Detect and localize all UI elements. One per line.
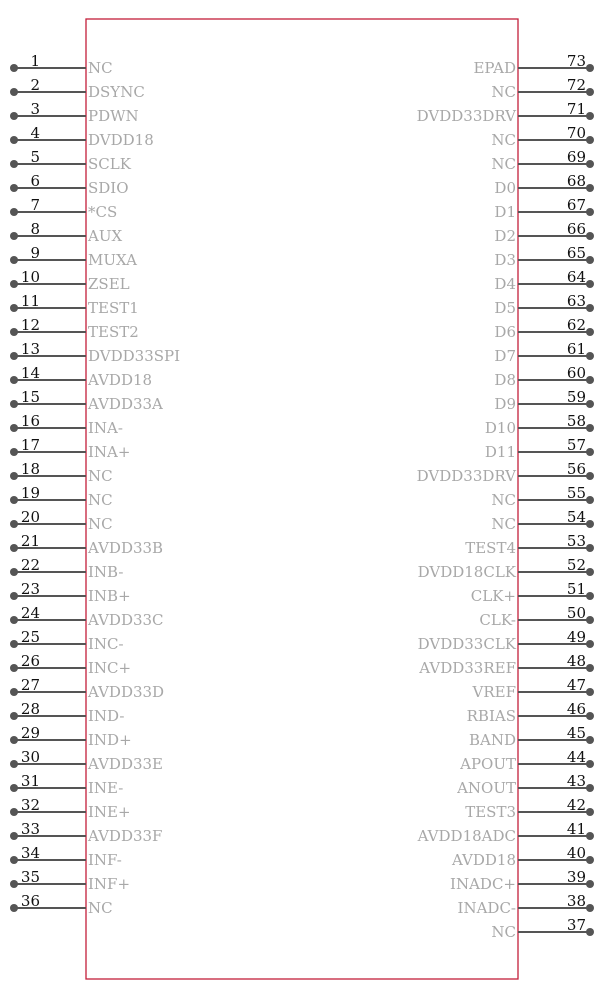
pin-endpoint	[10, 880, 18, 888]
pin-number: 45	[566, 724, 586, 742]
pin-number: 26	[20, 652, 40, 670]
pin-endpoint	[586, 736, 594, 744]
pin-number: 56	[566, 460, 586, 478]
pin-left	[10, 556, 123, 581]
pin-number: 4	[30, 124, 40, 142]
pin-name: D1	[494, 203, 516, 221]
pin-endpoint	[586, 520, 594, 528]
pin-left	[10, 268, 130, 293]
pin-endpoint	[586, 664, 594, 672]
pin-right	[451, 844, 594, 869]
pin-name: RBIAS	[466, 707, 516, 725]
pin-name: AVDD33B	[88, 539, 164, 557]
pin-name: INB-	[88, 563, 124, 581]
pin-right	[494, 244, 594, 269]
pin-number: 50	[566, 604, 586, 622]
pin-number: 27	[20, 676, 40, 694]
pin-endpoint	[10, 712, 18, 720]
pin-left	[10, 484, 113, 509]
pin-endpoint	[10, 280, 18, 288]
pin-name: DVDD33DRV	[416, 467, 516, 485]
pin-left	[10, 772, 123, 797]
pin-name: AVDD33D	[88, 683, 165, 701]
pin-number: 54	[566, 508, 586, 526]
pin-number: 43	[566, 772, 586, 790]
pin-left	[10, 604, 164, 629]
pin-name: IND-	[88, 707, 125, 725]
pin-number: 22	[20, 556, 40, 574]
pin-name: AUX	[88, 227, 123, 245]
pin-name: TEST1	[88, 299, 139, 317]
pin-name: BAND	[468, 731, 516, 749]
pin-number: 66	[566, 220, 586, 238]
pin-left	[10, 52, 113, 77]
pin-number: 3	[30, 100, 40, 118]
pin-endpoint	[586, 184, 594, 192]
pin-number: 7	[30, 196, 40, 214]
pin-number: 64	[566, 268, 586, 286]
pin-name: CLK-	[479, 611, 516, 629]
pin-name: INADC+	[450, 875, 516, 893]
pin-right	[479, 604, 594, 629]
pin-endpoint	[586, 904, 594, 912]
pin-number: 19	[20, 484, 40, 502]
pin-right	[465, 796, 594, 821]
pin-name: TEST3	[465, 803, 516, 821]
pin-right	[485, 436, 594, 461]
pin-name: INE-	[88, 779, 124, 797]
pin-endpoint	[586, 832, 594, 840]
pin-endpoint	[10, 616, 18, 624]
pin-name: AVDD33REF	[419, 659, 516, 677]
pin-name: D4	[494, 275, 516, 293]
pin-number: 21	[20, 532, 40, 550]
pin-endpoint	[586, 808, 594, 816]
pin-right	[418, 652, 594, 677]
pin-number: 32	[20, 796, 40, 814]
pin-number: 25	[20, 628, 40, 646]
pin-name: *CS	[88, 203, 118, 221]
pin-right	[494, 292, 594, 317]
pin-name: DVDD33DRV	[416, 107, 516, 125]
pin-number: 63	[566, 292, 586, 310]
pin-name: INA+	[88, 443, 131, 461]
pin-number: 47	[566, 676, 586, 694]
pin-number: 36	[20, 892, 40, 910]
pin-left	[10, 148, 132, 173]
pin-name: INE+	[88, 803, 131, 821]
pin-left	[10, 700, 124, 725]
pin-endpoint	[10, 448, 18, 456]
pin-name: CLK+	[470, 587, 516, 605]
pin-number: 23	[20, 580, 40, 598]
pin-name: D2	[494, 227, 516, 245]
pin-left	[10, 124, 154, 149]
pin-endpoint	[10, 64, 18, 72]
pin-number: 62	[566, 316, 586, 334]
pin-endpoint	[586, 160, 594, 168]
pin-name: DVDD18	[88, 131, 154, 149]
pin-number: 34	[20, 844, 40, 862]
pin-number: 38	[566, 892, 586, 910]
pin-name: AVDD33A	[88, 395, 163, 413]
pin-number: 41	[566, 820, 586, 838]
pin-right	[491, 124, 594, 149]
pin-number: 67	[566, 196, 586, 214]
pin-name: AVDD33C	[88, 611, 164, 629]
pin-name: INB+	[88, 587, 131, 605]
pin-number: 9	[30, 244, 40, 262]
pin-endpoint	[10, 112, 18, 120]
pin-endpoint	[586, 688, 594, 696]
pin-name: TEST2	[88, 323, 139, 341]
pin-name: AVDD33E	[88, 755, 164, 773]
pin-name: MUXA	[88, 251, 137, 269]
pin-name: INA-	[88, 419, 123, 437]
pin-name: SDIO	[88, 179, 129, 197]
pin-name: AVDD33F	[88, 827, 163, 845]
pin-name: INF-	[88, 851, 122, 869]
pin-endpoint	[10, 376, 18, 384]
pin-endpoint	[10, 424, 18, 432]
pin-right	[491, 76, 594, 101]
pin-left	[10, 340, 180, 365]
pin-endpoint	[10, 232, 18, 240]
pin-name: ANOUT	[457, 779, 516, 797]
pin-endpoint	[10, 856, 18, 864]
pin-number: 24	[20, 604, 40, 622]
pin-name: INADC-	[457, 899, 516, 917]
pin-number: 31	[20, 772, 40, 790]
pin-left	[10, 796, 131, 821]
pin-left	[10, 196, 117, 221]
pin-endpoint	[586, 304, 594, 312]
pin-number: 18	[20, 460, 40, 478]
pin-endpoint	[586, 64, 594, 72]
pin-name: D7	[494, 347, 516, 365]
pin-number: 42	[566, 796, 586, 814]
pin-endpoint	[586, 928, 594, 936]
pin-name: D10	[484, 419, 516, 437]
pin-number: 6	[30, 172, 40, 190]
pin-number: 61	[566, 340, 586, 358]
pin-endpoint	[10, 472, 18, 480]
pin-right	[491, 508, 594, 533]
pin-endpoint	[586, 880, 594, 888]
pin-right	[469, 724, 594, 749]
pin-name: D8	[494, 371, 516, 389]
pin-name: DVDD33CLK	[417, 635, 516, 653]
pin-name: INF+	[88, 875, 131, 893]
pin-left	[10, 220, 122, 245]
pin-number: 11	[20, 292, 40, 310]
pin-name: DVDD33SPI	[88, 347, 181, 365]
pin-endpoint	[586, 472, 594, 480]
pin-endpoint	[586, 784, 594, 792]
pin-number: 40	[566, 844, 586, 862]
pin-left	[10, 436, 130, 461]
pin-left	[10, 460, 113, 485]
pin-number: 58	[566, 412, 586, 430]
pin-left	[10, 868, 130, 893]
pin-name: NC	[88, 899, 113, 917]
pin-name: D3	[494, 251, 516, 269]
pin-name: DVDD18CLK	[417, 563, 516, 581]
pin-right	[417, 820, 594, 845]
pin-left	[10, 652, 131, 677]
pin-endpoint	[10, 520, 18, 528]
pin-endpoint	[586, 352, 594, 360]
pin-left	[10, 580, 131, 605]
pin-number: 69	[566, 148, 586, 166]
pin-left	[10, 892, 113, 917]
pin-name: D6	[494, 323, 516, 341]
pin-left	[10, 292, 139, 317]
pin-name: D11	[484, 443, 516, 461]
pin-name: D0	[494, 179, 516, 197]
pin-number: 1	[30, 52, 40, 70]
pin-left	[10, 844, 122, 869]
pin-endpoint	[586, 712, 594, 720]
pin-number: 59	[566, 388, 586, 406]
pin-number: 65	[566, 244, 586, 262]
pin-right	[458, 892, 594, 917]
pin-endpoint	[10, 688, 18, 696]
pin-endpoint	[10, 592, 18, 600]
pin-name: INC+	[88, 659, 132, 677]
pin-endpoint	[586, 136, 594, 144]
pin-right	[472, 676, 594, 701]
pin-endpoint	[586, 112, 594, 120]
pin-endpoint	[10, 736, 18, 744]
pin-name: NC	[88, 59, 113, 77]
pin-endpoint	[586, 760, 594, 768]
pin-endpoint	[586, 640, 594, 648]
pin-number: 5	[30, 148, 40, 166]
pin-name: PDWN	[88, 107, 139, 125]
pin-number: 10	[20, 268, 40, 286]
pin-number: 55	[566, 484, 586, 502]
pin-right	[491, 916, 594, 941]
pin-name: DSYNC	[88, 83, 145, 101]
pin-endpoint	[10, 304, 18, 312]
pin-name: D9	[494, 395, 516, 413]
pin-name: NC	[491, 923, 516, 941]
pin-endpoint	[10, 784, 18, 792]
pin-left	[10, 316, 139, 341]
pin-right	[494, 364, 594, 389]
pin-left	[10, 628, 124, 653]
pin-right	[494, 316, 594, 341]
pin-number: 8	[30, 220, 40, 238]
pin-name: AVDD18	[451, 851, 516, 869]
pin-right	[494, 268, 594, 293]
pin-endpoint	[10, 184, 18, 192]
pin-right	[494, 172, 594, 197]
pin-endpoint	[10, 640, 18, 648]
pin-number: 60	[566, 364, 586, 382]
pin-left	[10, 364, 152, 389]
pin-right	[418, 556, 594, 581]
pin-endpoint	[10, 328, 18, 336]
pin-name: D5	[494, 299, 516, 317]
pin-right	[491, 148, 594, 173]
pin-name: NC	[491, 491, 516, 509]
pin-number: 12	[20, 316, 40, 334]
pin-right	[494, 388, 594, 413]
pin-endpoint	[10, 544, 18, 552]
pin-endpoint	[10, 832, 18, 840]
pin-number: 68	[566, 172, 586, 190]
pin-name: AVDD18ADC	[417, 827, 516, 845]
pin-name: NC	[491, 131, 516, 149]
pin-endpoint	[586, 328, 594, 336]
pin-name: VREF	[472, 683, 516, 701]
pin-endpoint	[586, 256, 594, 264]
pin-endpoint	[586, 616, 594, 624]
pin-right	[417, 100, 594, 125]
pin-endpoint	[586, 424, 594, 432]
pin-endpoint	[586, 88, 594, 96]
pin-endpoint	[586, 232, 594, 240]
pin-left	[10, 172, 129, 197]
pin-number: 52	[566, 556, 586, 574]
pin-left	[10, 412, 123, 437]
pin-left	[10, 676, 164, 701]
pin-right	[491, 484, 594, 509]
pin-endpoint	[586, 376, 594, 384]
pin-number: 44	[566, 748, 586, 766]
pin-endpoint	[586, 400, 594, 408]
pin-endpoint	[10, 808, 18, 816]
left-pin-group	[10, 52, 180, 917]
pin-number: 71	[566, 100, 586, 118]
pin-right	[473, 52, 594, 77]
pin-name: ZSEL	[88, 275, 130, 293]
pin-name: EPAD	[473, 59, 516, 77]
pin-name: IND+	[88, 731, 132, 749]
pin-right	[456, 772, 594, 797]
pin-left	[10, 508, 113, 533]
pin-number: 35	[20, 868, 40, 886]
pin-endpoint	[10, 256, 18, 264]
pin-endpoint	[586, 280, 594, 288]
pin-name: SCLK	[88, 155, 131, 173]
pin-name: APOUT	[460, 755, 516, 773]
pin-number: 57	[566, 436, 586, 454]
pin-right	[465, 532, 594, 557]
pin-number: 73	[566, 52, 586, 70]
pin-right	[494, 196, 594, 221]
pin-endpoint	[586, 856, 594, 864]
pin-right	[418, 628, 594, 653]
pin-name: TEST4	[465, 539, 516, 557]
pin-number: 72	[566, 76, 586, 94]
pin-endpoint	[10, 136, 18, 144]
pin-number: 70	[566, 124, 586, 142]
pin-number: 29	[20, 724, 40, 742]
pin-endpoint	[10, 400, 18, 408]
pin-endpoint	[10, 88, 18, 96]
pin-endpoint	[10, 904, 18, 912]
pin-left	[10, 100, 139, 125]
pin-number: 30	[20, 748, 40, 766]
pin-left	[10, 244, 137, 269]
pin-endpoint	[10, 160, 18, 168]
pin-number: 49	[566, 628, 586, 646]
pin-name: NC	[88, 467, 113, 485]
pin-right	[494, 220, 594, 245]
pin-endpoint	[10, 664, 18, 672]
pin-right	[450, 868, 594, 893]
pin-right	[467, 700, 594, 725]
pin-number: 28	[20, 700, 40, 718]
pin-name: INC-	[88, 635, 124, 653]
pin-number: 39	[566, 868, 586, 886]
pin-number: 17	[20, 436, 40, 454]
pin-endpoint	[586, 544, 594, 552]
pin-endpoint	[10, 568, 18, 576]
pin-name: NC	[491, 155, 516, 173]
pin-name: NC	[491, 83, 516, 101]
pin-right	[485, 412, 594, 437]
pin-endpoint	[10, 208, 18, 216]
pin-endpoint	[586, 568, 594, 576]
pin-endpoint	[10, 352, 18, 360]
pin-right	[459, 748, 594, 773]
pin-number: 33	[20, 820, 40, 838]
pin-right	[417, 460, 594, 485]
pin-endpoint	[586, 592, 594, 600]
pin-endpoint	[10, 496, 18, 504]
pin-endpoint	[586, 496, 594, 504]
pin-left	[10, 76, 145, 101]
pin-name: NC	[88, 491, 113, 509]
pin-number: 16	[20, 412, 40, 430]
pin-number: 48	[566, 652, 586, 670]
pin-right	[494, 340, 594, 365]
pin-name: NC	[88, 515, 113, 533]
pin-number: 15	[20, 388, 40, 406]
pin-number: 14	[20, 364, 40, 382]
pin-endpoint	[586, 448, 594, 456]
pin-number: 46	[566, 700, 586, 718]
pin-number: 20	[20, 508, 40, 526]
pin-number: 53	[566, 532, 586, 550]
pin-number: 2	[30, 76, 40, 94]
pin-number: 13	[20, 340, 40, 358]
pin-endpoint	[10, 760, 18, 768]
pin-endpoint	[586, 208, 594, 216]
pin-name: NC	[491, 515, 516, 533]
pin-right	[471, 580, 594, 605]
pin-number: 37	[566, 916, 586, 934]
right-pin-group	[417, 52, 594, 941]
pin-left	[10, 724, 132, 749]
pin-number: 51	[566, 580, 586, 598]
pin-name: AVDD18	[88, 371, 153, 389]
